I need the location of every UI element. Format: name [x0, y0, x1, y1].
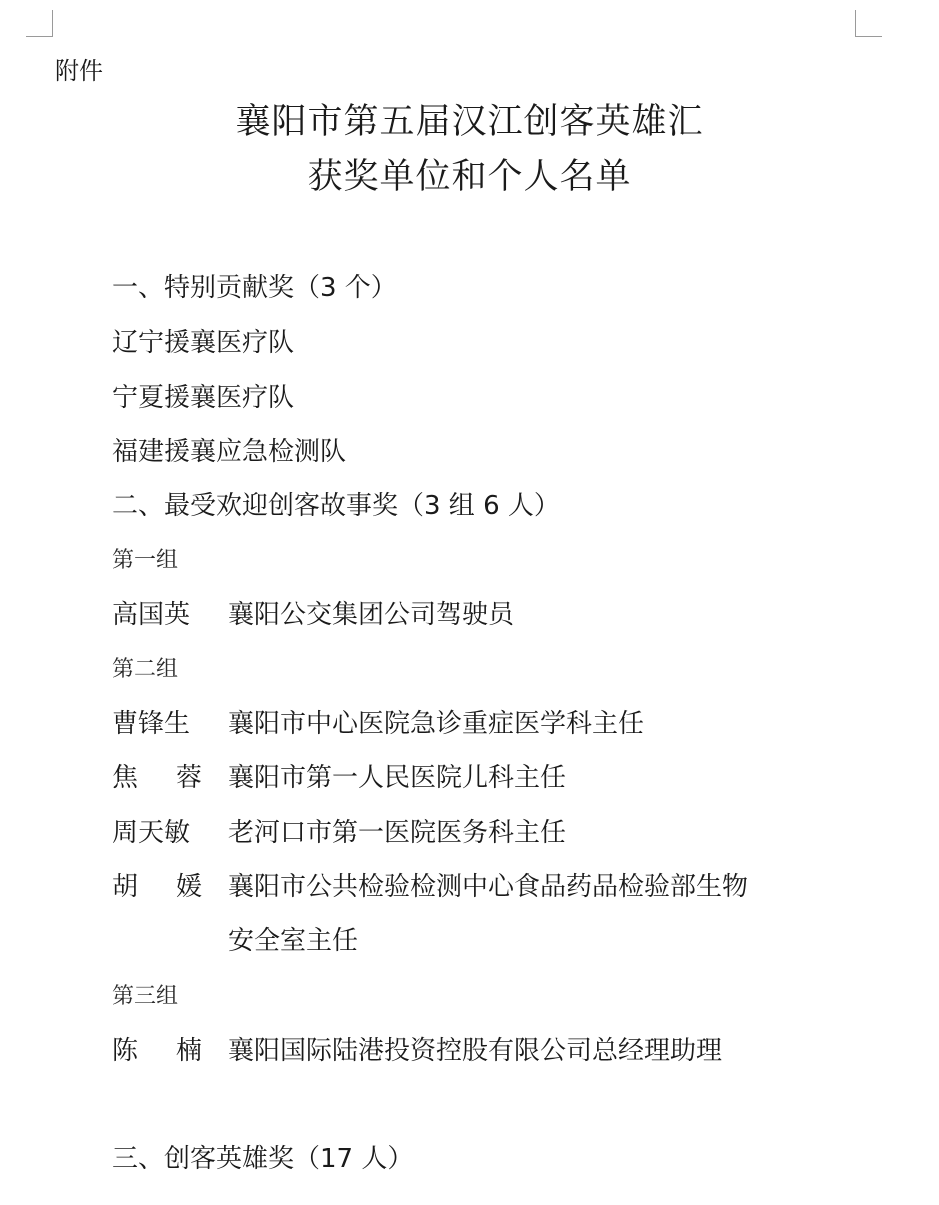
person-name: 曹锋生: [112, 709, 191, 739]
person-title: 襄阳市第一人民医院儿科主任: [228, 763, 567, 793]
person-title: 老河口市第一医院医务科主任: [228, 818, 567, 848]
person-title: 襄阳公交集团公司驾驶员: [228, 600, 515, 630]
person-name: 周天敏: [112, 818, 191, 848]
group-label: 第三组: [112, 984, 179, 1009]
person-title: 襄阳市中心医院急诊重症医学科主任: [228, 709, 645, 739]
person-title: 襄阳市公共检验检测中心食品药品检验部生物: [228, 872, 749, 902]
document-title-line-2: 获奖单位和个人名单: [307, 157, 632, 197]
document-title-line-1: 襄阳市第五届汉江创客英雄汇: [235, 102, 704, 142]
crop-mark-top-left: [26, 10, 53, 37]
person-title-continuation: 安全室主任: [228, 926, 359, 956]
group-label: 第二组: [112, 657, 179, 682]
person-title: 襄阳国际陆港投资控股有限公司总经理助理: [228, 1036, 723, 1066]
section-heading-maker-hero: 三、创客英雄奖（17 人）: [112, 1144, 414, 1174]
person-name: 高国英: [112, 600, 191, 630]
person-name: 焦 蓉: [112, 763, 202, 793]
section-heading-special-contribution: 一、特别贡献奖（3 个）: [112, 273, 397, 303]
award-unit-item: 宁夏援襄医疗队: [112, 383, 295, 413]
crop-mark-top-right: [855, 10, 882, 37]
award-unit-item: 辽宁援襄医疗队: [112, 328, 295, 358]
group-label: 第一组: [112, 548, 179, 573]
person-name: 胡 媛: [112, 872, 202, 902]
person-name: 陈 楠: [112, 1036, 202, 1066]
award-unit-item: 福建援襄应急检测队: [112, 437, 347, 467]
section-heading-popular-story: 二、最受欢迎创客故事奖（3 组 6 人）: [112, 491, 560, 521]
attachment-label: 附件: [55, 57, 103, 85]
